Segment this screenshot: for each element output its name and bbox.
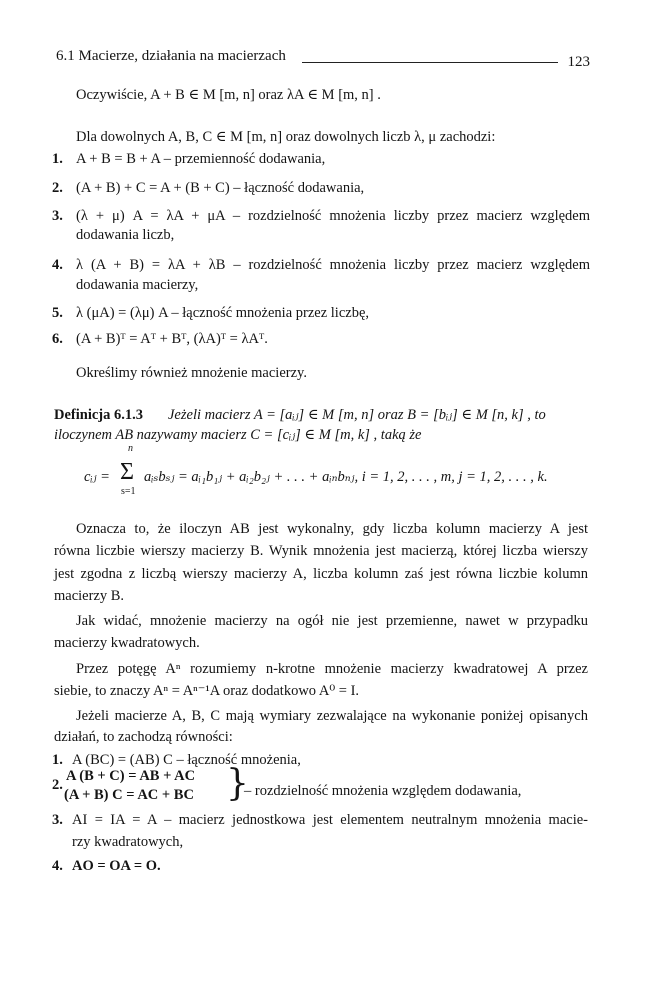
text-line: równa liczbie wierszy macierzy B. Wynik mnożenia jest macierzą, której liczba wierszy — [54, 543, 588, 559]
right-brace: } — [226, 763, 249, 804]
page-header — [56, 48, 590, 70]
list-number: 3. — [52, 208, 63, 224]
text-line: macierzy B. — [54, 588, 125, 604]
rule-2-left: A (B + C) = AB + AC — [66, 768, 196, 784]
rule-2-description: – rozdzielność mnożenia względem dodawania, — [244, 783, 522, 799]
list-number: 1. — [52, 752, 63, 768]
list-number: 4. — [52, 858, 63, 874]
sum-lower-limit: s=1 — [121, 486, 136, 497]
rule-4: AO = OA = O. — [72, 858, 161, 874]
header-rule — [302, 62, 558, 63]
sum-symbol: Σ — [120, 459, 134, 485]
definition-label: Definicja 6.1.3 — [54, 407, 143, 423]
property-5: λ (μA) = (λμ) A – łączność mnożenia przez liczbę, — [76, 305, 370, 321]
list-number: 3. — [52, 812, 63, 828]
text-line: jest zgodna z liczbą wierszy macierzy A, liczba kolumn zaś jest równa liczbie kolumn — [54, 566, 588, 582]
property-6: (A + B)ᵀ = Aᵀ + Bᵀ, (λA)ᵀ = λAᵀ. — [76, 331, 268, 347]
text-line: siebie, to znaczy Aⁿ = Aⁿ⁻¹A oraz dodatkowo A⁰ = I. — [54, 683, 360, 699]
property-3: (λ + μ) A = λA + μA – rozdzielność mnożenia liczby przez macierz względem — [76, 208, 590, 224]
property-1: A + B = B + A – przemienność dodawania, — [76, 151, 326, 167]
property-3-cont: dodawania liczb, — [76, 227, 175, 243]
list-number: 4. — [52, 257, 63, 273]
list-number: 5. — [52, 305, 63, 321]
text-line: macierzy kwadratowych. — [54, 635, 200, 651]
rule-2-right: (A + B) C = AC + BC — [64, 787, 194, 803]
text-line: Dla dowolnych A, B, C ∈ M [m, n] oraz dowolnych liczb λ, μ zachodzi: — [76, 129, 496, 145]
text-line: Oczywiście, A + B ∈ M [m, n] oraz λA ∈ M [m, n] . — [76, 87, 381, 103]
definition-text: iloczynem AB nazywamy macierz C = [cᵢⱼ] ∈ M [m, k] , taką że — [54, 427, 422, 443]
rule-3: AI = IA = A – macierz jednostkowa jest elementem neutralnym mnożenia macie- — [72, 812, 588, 828]
text-line: działań, to zachodzą równości: — [54, 729, 233, 745]
text-line: Jeżeli macierze A, B, C mają wymiary zezwalające na wykonanie poniżej opisanych — [76, 708, 588, 724]
sum-upper-limit: n — [128, 443, 133, 454]
list-number: 2. — [52, 777, 63, 793]
list-number: 2. — [52, 180, 63, 196]
text-line: Przez potęgę Aⁿ rozumiemy n-krotne mnożenie macierzy kwadratowej A przez — [76, 661, 588, 677]
product-formula — [84, 443, 594, 505]
page-number: 123 — [567, 54, 590, 70]
list-number: 6. — [52, 331, 63, 347]
text-line: Określimy również mnożenie macierzy. — [76, 365, 307, 381]
rule-3-cont: rzy kwadratowych, — [72, 834, 184, 850]
rule-1: A (BC) = (AB) C – łączność mnożenia, — [72, 752, 301, 768]
text-line: Jak widać, mnożenie macierzy na ogół nie jest przemienne, nawet w przypadku — [76, 613, 588, 629]
definition-text: Jeżeli macierz A = [aᵢⱼ] ∈ M [m, n] oraz B = [bᵢⱼ] ∈ M [n, k] , to — [168, 407, 546, 423]
list-number: 1. — [52, 151, 63, 167]
formula-rhs: aᵢₛbₛⱼ = aᵢ₁b₁ⱼ + aᵢ₂b₂ⱼ + . . . + aᵢₙbₙⱼ, i = 1, 2, . . . , m, j = 1, 2, . . . , k. — [144, 469, 548, 485]
property-4-cont: dodawania macierzy, — [76, 277, 199, 293]
text-line: Oznacza to, że iloczyn AB jest wykonalny, gdy liczba kolumn macierzy A jest — [76, 521, 588, 537]
formula-lhs: cᵢⱼ = — [84, 469, 110, 485]
running-title: 6.1 Macierze, działania na macierzach — [56, 48, 286, 64]
property-4: λ (A + B) = λA + λB – rozdzielność mnożenia liczby przez macierz względem — [76, 257, 590, 273]
property-2: (A + B) + C = A + (B + C) – łączność dodawania, — [76, 180, 365, 196]
